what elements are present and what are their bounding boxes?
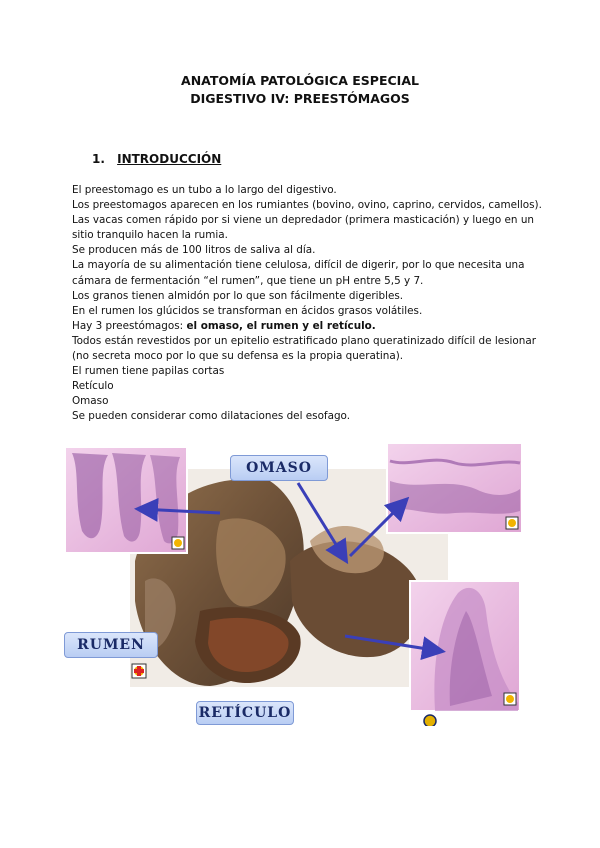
histology-omaso-image [387,443,522,533]
paragraph: Los granos tienen almidón por lo que son fácilmente digeribles. [72,289,404,302]
label-rumen: RUMEN [64,632,158,658]
paragraph: El preestomago es un tubo a lo largo del digestivo. [72,184,337,196]
paragraph: En el rumen los glúcidos se transforman en ácidos grasos volátiles. [72,304,423,317]
paragraph: Retículo [72,380,114,393]
body-text [72,183,542,425]
paragraph: Se producen más de 100 litros de saliva al día. [72,244,316,257]
paragraph-prefix: Hay 3 preestómagos: [72,319,187,332]
section-label: INTRODUCCIÓN [117,152,222,166]
paragraph: Las vacas comen rápido por si viene un depredador (primera masticación) y luego en un [72,214,534,227]
section-heading [92,152,221,166]
label-omaso: OMASO [230,455,328,481]
paragraph: sitio tranquilo hacen la rumia. [72,229,228,242]
figure-graphics [60,441,530,726]
paragraph: Los preestomagos aparecen en los rumiantes (bovino, ovino, caprino, cervidos, camellos). [72,199,542,212]
label-reticulo: RETÍCULO [196,701,294,725]
paragraph: Omaso [72,395,109,408]
paragraph: El rumen tiene papilas cortas [72,365,225,378]
paragraph: La mayoría de su alimentación tiene celulosa, difícil de digerir, por lo que necesita una [72,259,525,272]
preestomagos-list: el omaso, el rumen y el retículo. [186,319,376,332]
paragraph [72,319,542,334]
paragraph: cámara de fermentación “el rumen”, que tiene un pH entre 5,5 y 7. [72,274,424,287]
histology-reticulo-image [410,581,520,711]
paragraph: (no secreta moco por lo que su defensa es la propia queratina). [72,350,404,363]
university-seal [424,715,436,726]
paragraph: Todos están revestidos por un epitelio estratificado plano queratinizado difícil de lesionar [72,334,536,347]
preestomagos-figure [60,441,530,726]
section-number: 1. [92,152,105,166]
paragraph: Se pueden considerar como dilataciones del esofago. [72,410,351,423]
page-title-line1: ANATOMÍA PATOLÓGICA ESPECIAL [181,73,419,88]
page-title-line2: DIGESTIVO IV: PREESTÓMAGOS [190,91,410,106]
histology-rumen-image [65,447,187,553]
